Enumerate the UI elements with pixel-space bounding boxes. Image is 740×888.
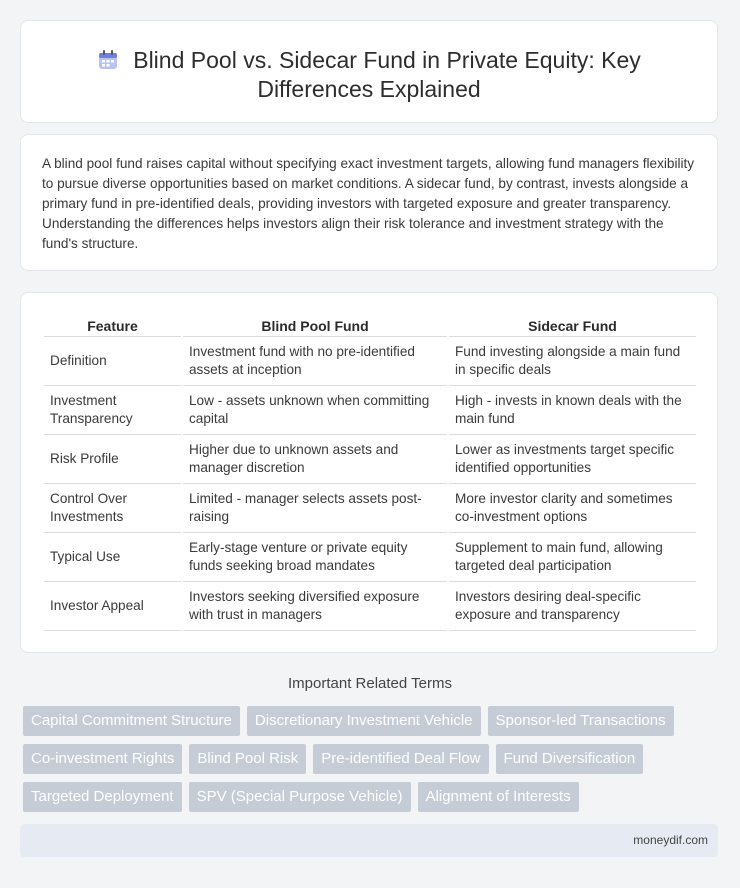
table-row [44,435,696,484]
feature-cell: Typical Use [44,533,181,582]
related-term-tag[interactable]: Targeted Deployment [23,782,182,812]
related-term-tag[interactable]: Alignment of Interests [418,782,579,812]
blind-pool-cell: Higher due to unknown assets and manager discretion [183,435,447,484]
sidecar-cell: High - invests in known deals with the main fund [449,386,696,435]
related-term-tag[interactable]: Sponsor-led Transactions [488,706,674,736]
sidecar-cell: Investors desiring deal-specific exposure and transparency [449,582,696,631]
related-term-tag[interactable]: SPV (Special Purpose Vehicle) [189,782,411,812]
related-term-tag[interactable]: Blind Pool Risk [189,744,306,774]
header-feature: Feature [44,315,181,337]
site-name[interactable]: moneydif.com [633,833,708,847]
intro-paragraph: A blind pool fund raises capital without specifying exact investment targets, allowing fund managers flexibility to pursue diverse opportunities based on market conditions. A sidecar fund, by contrast, invests alongside a primary fund in pre-identified deals, providing investors with targeted exposure and greater transparency. Understanding the differences helps investors align their risk tolerance and investment strategy with the fund's structure. [42,156,695,251]
table-row [44,386,696,435]
title-card [20,20,718,123]
related-term-tag[interactable]: Discretionary Investment Vehicle [247,706,481,736]
feature-cell: Investor Appeal [44,582,181,631]
header-blind-pool: Blind Pool Fund [183,315,447,337]
page-title [61,46,677,104]
table-row [44,484,696,533]
table-row [44,582,696,631]
related-term-tag[interactable]: Fund Diversification [496,744,644,774]
tag-row [23,744,723,774]
related-term-tag[interactable]: Co-investment Rights [23,744,182,774]
blind-pool-cell: Low - assets unknown when committing capital [183,386,447,435]
sidecar-cell: Fund investing alongside a main fund in specific deals [449,337,696,386]
page-title-text: Blind Pool vs. Sidecar Fund in Private Equity: Key Differences Explained [133,47,641,102]
header-sidecar: Sidecar Fund [449,315,696,337]
feature-cell: Investment Transparency [44,386,181,435]
sidecar-cell: Lower as investments target specific identified opportunities [449,435,696,484]
feature-cell: Risk Profile [44,435,181,484]
table-row [44,533,696,582]
blind-pool-cell: Limited - manager selects assets post-raising [183,484,447,533]
related-terms [23,706,723,820]
calendar-icon [97,49,119,71]
blind-pool-cell: Early-stage venture or private equity funds seeking broad mandates [183,533,447,582]
feature-cell: Control Over Investments [44,484,181,533]
tag-row [23,706,723,736]
sidecar-cell: Supplement to main fund, allowing targeted deal participation [449,533,696,582]
intro-card [20,134,718,271]
related-terms-heading: Important Related Terms [288,675,452,692]
related-term-tag[interactable]: Pre-identified Deal Flow [313,744,488,774]
table-header-row [44,315,696,337]
table-row [44,337,696,386]
comparison-table-card [20,292,718,653]
footer [20,824,718,857]
comparison-table [42,315,698,631]
tag-row [23,782,723,812]
sidecar-cell: More investor clarity and sometimes co-investment options [449,484,696,533]
blind-pool-cell: Investment fund with no pre-identified assets at inception [183,337,447,386]
blind-pool-cell: Investors seeking diversified exposure with trust in managers [183,582,447,631]
feature-cell: Definition [44,337,181,386]
related-term-tag[interactable]: Capital Commitment Structure [23,706,240,736]
